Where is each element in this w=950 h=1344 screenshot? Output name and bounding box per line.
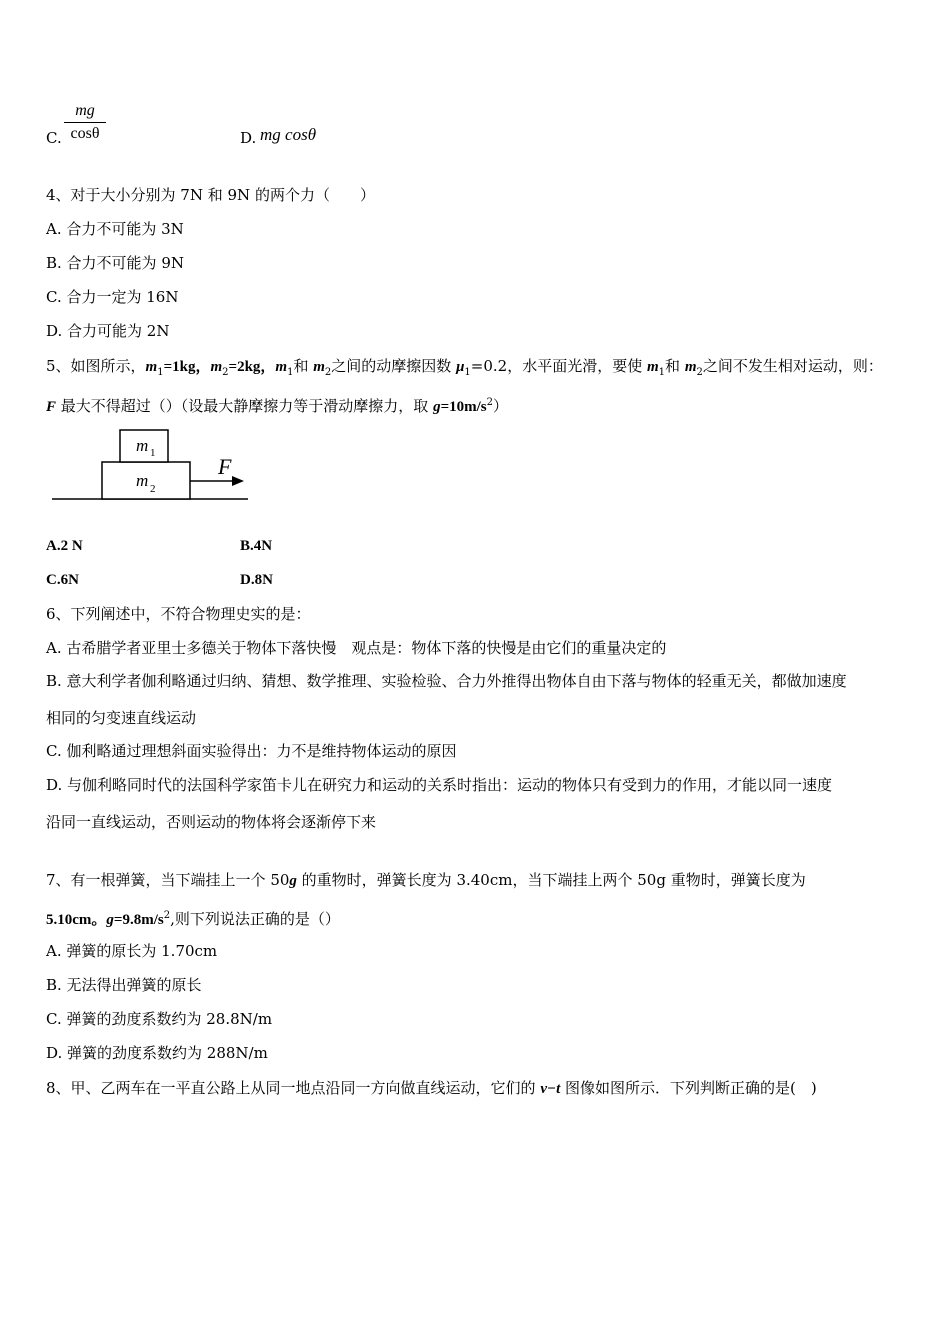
q7-symbol-g: g <box>106 912 114 928</box>
q5-subscript: 2 <box>696 367 703 378</box>
q3-option-c-label: C. <box>46 129 62 147</box>
q5-subscript: 1 <box>287 367 294 378</box>
q5-subscript: 1 <box>464 367 471 378</box>
q4-option-a: A. 合力不可能为 3N <box>46 220 184 238</box>
q8-text: 图像如图所示．下列判断正确的是( ) <box>560 1079 817 1097</box>
q5-blocks-figure <box>46 424 256 506</box>
q5-symbol-m: m <box>684 359 697 375</box>
q5-subscript: 1 <box>658 367 666 378</box>
q7-option-d: D. 弹簧的劲度系数约为 288N/m <box>46 1044 268 1062</box>
q5-symbol-F: F <box>46 399 57 415</box>
q5-text: =2kg， <box>228 359 276 375</box>
q5-text: =0.2，水平面光滑，要使 <box>470 357 647 375</box>
q5-text: =10m/s <box>440 399 487 415</box>
q5-text: 最大不得超过（）（设最大静摩擦力等于滑动摩擦力，取 <box>56 397 434 415</box>
q5-option-a: A.2 N <box>46 538 83 554</box>
q5-option-c: C.6N <box>46 572 79 588</box>
q3-option-d-expr: mg cosθ <box>260 125 317 144</box>
q5-subscript: 2 <box>222 367 229 378</box>
q5-text: 5、如图所示， <box>46 357 146 375</box>
q7-stem-line1 <box>46 870 806 891</box>
q4-option-b: B. 合力不可能为 9N <box>46 254 184 272</box>
q7-text: 7、有一根弹簧，当下端挂上一个 50 <box>46 871 290 889</box>
q6-option-b-line2: 相同的匀变速直线运动 <box>46 709 197 727</box>
q5-subscript: 2 <box>324 367 332 378</box>
q5-symbol-m: m <box>647 359 659 375</box>
q3-option-c-fraction <box>64 102 106 143</box>
q5-option-b: B.4N <box>240 538 273 554</box>
q7-option-c: C. 弹簧的劲度系数约为 28.8N/m <box>46 1010 273 1028</box>
fraction-denominator: cosθ <box>70 125 100 142</box>
q7-stem-line2 <box>46 906 340 930</box>
fraction-bar <box>64 122 106 123</box>
q7-superscript: 2 <box>163 910 171 921</box>
q5-option-d: D.8N <box>240 572 273 588</box>
q6-option-d-line1: D. 与伽利略同时代的法国科学家笛卡儿在研究力和运动的关系时指出：运动的物体只有受到力的作用，才能以同一速度 <box>46 776 833 794</box>
q7-text: =9.8m/s <box>113 912 164 928</box>
q5-text: 和 <box>293 357 314 375</box>
q5-subscript: 1 <box>157 367 164 378</box>
q5-text: =1kg， <box>163 359 211 375</box>
q8-stem <box>46 1078 817 1099</box>
q4-option-c: C. 合力一定为 16N <box>46 288 179 306</box>
q5-symbol-g: g <box>433 399 441 415</box>
q6-stem: 6、下列阐述中，不符合物理史实的是： <box>46 605 311 623</box>
q5-text: 和 <box>665 357 685 375</box>
q7-option-a: A. 弹簧的原长为 1.70cm <box>46 942 218 960</box>
q7-symbol-g: g <box>289 873 297 889</box>
q5-stem-line1 <box>46 356 883 383</box>
q4-option-d: D. 合力可能为 2N <box>46 322 170 340</box>
q5-symbol-m: m <box>145 359 158 375</box>
q8-symbol-vt: v−t <box>540 1081 561 1097</box>
q5-text: 之间不发生相对运动，则： <box>702 357 883 375</box>
q7-text: 5.10cm。 <box>46 912 107 928</box>
q5-stem-line2 <box>46 393 508 417</box>
q4-stem-text: 4、对于大小分别为 7N 和 9N 的两个力（ ） <box>46 186 375 204</box>
q5-symbol-m: m <box>313 359 325 375</box>
q6-option-c: C. 伽利略通过理想斜面实验得出：力不是维持物体运动的原因 <box>46 742 457 760</box>
q5-superscript: 2 <box>486 397 493 408</box>
force-arrow-head <box>232 476 244 486</box>
q7-text: 的重物时，弹簧长度为 3.40cm，当下端挂上两个 50g 重物时，弹簧长度为 <box>296 871 806 889</box>
label-m1-sub: 1 <box>150 447 156 459</box>
label-m2: m <box>136 471 149 490</box>
q5-symbol-mu: μ <box>456 359 465 375</box>
q8-text: 8、甲、乙两车在一平直公路上从同一地点沿同一方向做直线运动，它们的 <box>46 1079 541 1097</box>
q5-symbol-m: m <box>275 359 288 375</box>
fraction-numerator: mg <box>75 102 95 119</box>
q6-option-b-line1: B. 意大利学者伽利略通过归纳、猜想、数学推理、实验检验、合力外推得出物体自由下落与物体的轻重无关，都做加速度 <box>46 672 847 690</box>
q4-stem <box>46 185 375 205</box>
q3-option-d-label: D. <box>240 129 257 147</box>
label-m2-sub: 2 <box>150 483 156 495</box>
label-m1: m <box>136 436 149 455</box>
q6-option-a: A. 古希腊学者亚里士多德关于物体下落快慢 观点是：物体下落的快慢是由它们的重量决定的 <box>46 639 667 657</box>
q5-symbol-m: m <box>210 359 223 375</box>
label-F: F <box>218 454 232 479</box>
q5-text: ） <box>493 397 509 415</box>
q6-option-d-line2: 沿同一直线运动，否则运动的物体将会逐渐停下来 <box>46 813 377 831</box>
q5-text: 之间的动摩擦因数 <box>331 357 457 375</box>
q7-option-b: B. 无法得出弹簧的原长 <box>46 976 202 994</box>
q7-text: ,则下列说法正确的是（） <box>170 910 340 928</box>
